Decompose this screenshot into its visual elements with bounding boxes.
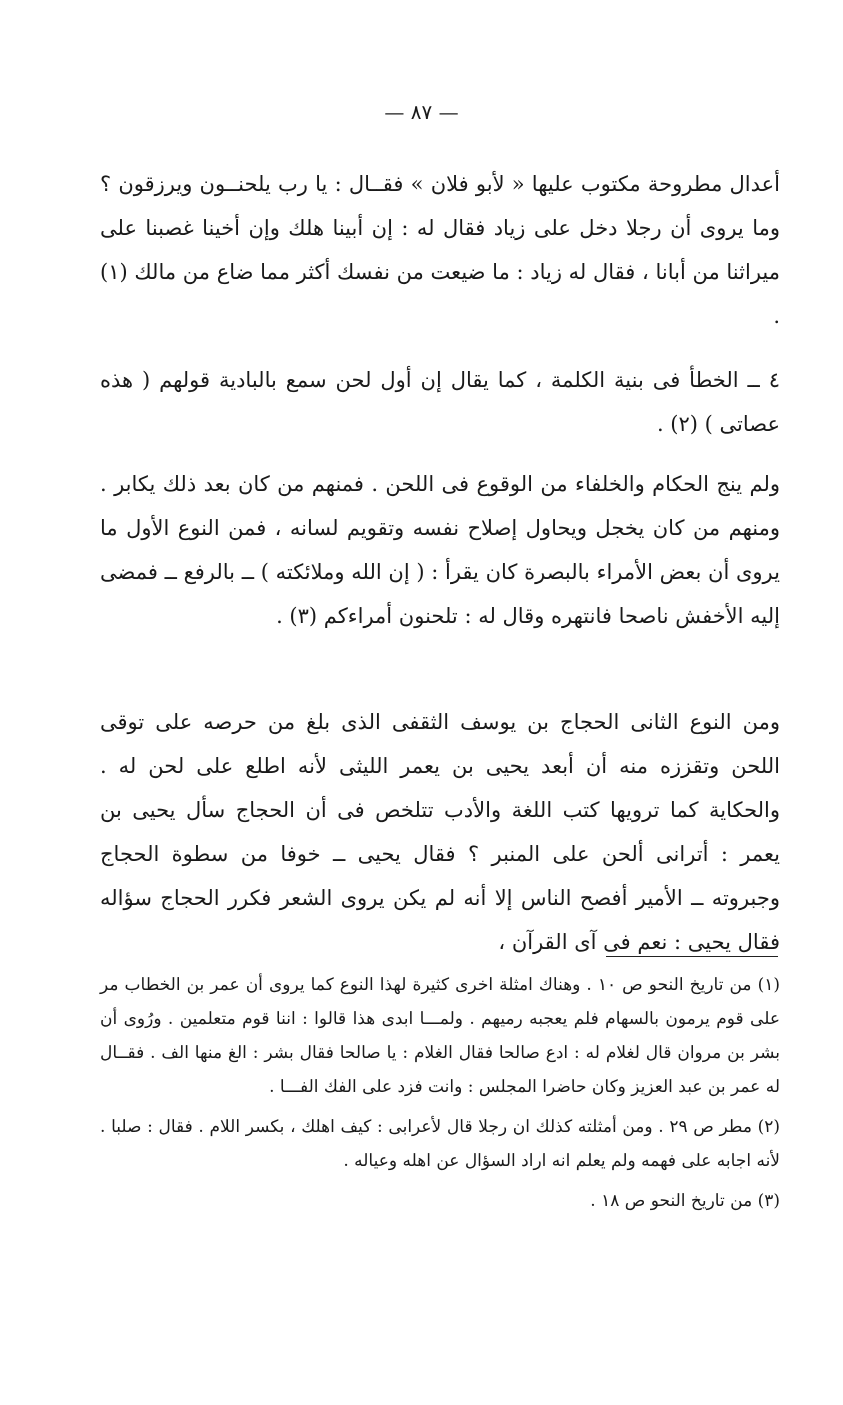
- footnote-1: (١) من تاريخ النحو ص ١٠ . وهناك امثلة اخرى كثيرة لهذا النوع كما يروى أن عمر بن الخطاب مر على قوم يرمون بالسهام فلم يعجبه رميهم . ولمـــا ابدى هذا قالوا : اننا قوم متعلمين . ورُوى أن بشر بن مروان قال لغلام له : ادع صالحا فقال الغلام : يا صالحا فقال بشر : الغ منها الف . فقــال له عمر بن عبد العزيز وكان حاضرا المجلس : وانت فزد على الفك الفـــا .: [100, 975, 780, 1097]
- paragraph-3: [100, 462, 780, 638]
- paragraph-text: ٤ ــ الخطأ فى بنية الكلمة ، كما يقال إن أول لحن سمع بالبادية قولهم ( هذه عصاتى ) (٢) .: [100, 368, 780, 436]
- paragraph-1: [100, 162, 780, 338]
- footnote-divider: [606, 956, 778, 957]
- footnote-2: (٢) مطر ص ٢٩ . ومن أمثلته كذلك ان رجلا قال لأعرابى : كيف اهلك ، بكسر اللام . فقال : صلبا . لأنه اجابه على فهمه ولم يعلم انه اراد السؤال عن اهله وعياله .: [100, 1117, 781, 1171]
- paragraph-4: [100, 700, 780, 964]
- paragraph-2: [100, 358, 780, 446]
- footnote-3: (٣) من تاريخ النحو ص ١٨ .: [590, 1191, 780, 1211]
- page-number: — ٨٧ —: [384, 100, 459, 124]
- paragraph-text: ومن النوع الثانى الحجاج بن يوسف الثقفى الذى بلغ من حرصه على توقى اللحن وتقززه منه أن أبعد يحيى بن يعمر الليثى لأنه اطلع على لحن له . والحكاية كما ترويها كتب اللغة والأدب تتلخص فى أن الحجاج سأل يحيى بن يعمر : أترانى ألحن على المنبر ؟ فقال يحيى ــ خوفا من سطوة الحجاج وجبروته ــ الأمير أفصح الناس إلا أنه لم يكن يروى الشعر فكرر الحجاج سؤاله فقال يحيى : نعم فى آى القرآن ،: [100, 710, 780, 954]
- paragraph-text: أعدال مطروحة مكتوب عليها « لأبو فلان » فقــال : يا رب يلحنــون ويرزقون ؟ وما يروى أن رجلا دخل على زياد فقال له : إن أبينا هلك وإن أخينا غصبنا على ميراثنا من أبانا ، فقال له زياد : ما ضيعت من نفسك أكثر مما ضاع من مالك (١) .: [100, 172, 780, 328]
- footnotes: [100, 968, 780, 1224]
- paragraph-text: ولم ينج الحكام والخلفاء من الوقوع فى اللحن . فمنهم من كان بعد ذلك يكابر . ومنهم من كان يخجل ويحاول إصلاح نفسه وتقويم لسانه ، فمن النوع الأول ما يروى أن بعض الأمراء بالبصرة كان يقرأ : ( إن الله وملائكته ) ــ بالرفع ــ فمضى إليه الأخفش ناصحا فانتهره وقال له : تلحنون أمراءكم (٣) .: [100, 472, 780, 628]
